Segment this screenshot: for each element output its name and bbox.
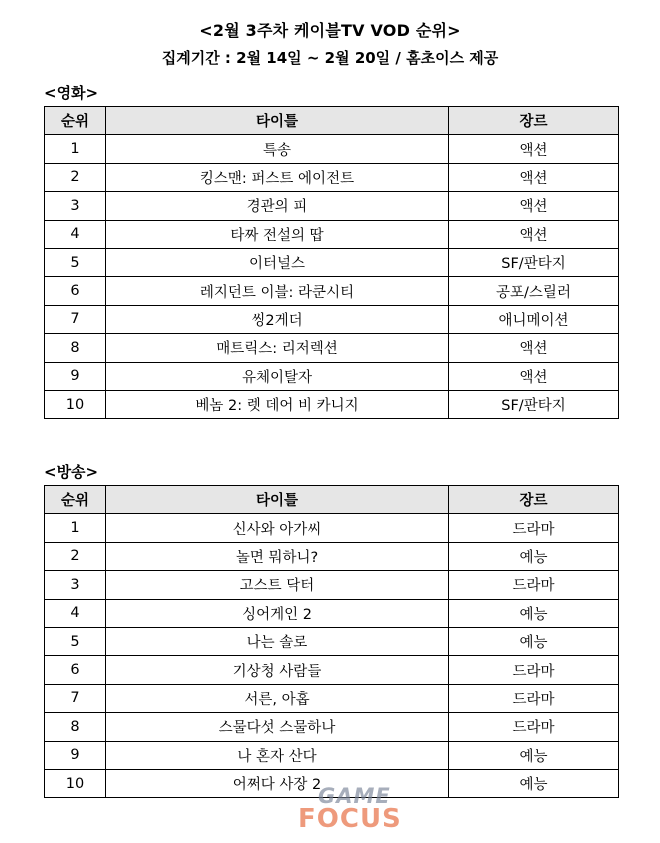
cell-rank: 7 bbox=[45, 684, 106, 712]
table-row bbox=[45, 248, 619, 276]
table-row bbox=[45, 741, 619, 769]
cell-rank: 4 bbox=[45, 220, 106, 248]
movies-rows bbox=[45, 135, 619, 419]
cell-genre: 액션 bbox=[449, 362, 619, 390]
table-row bbox=[45, 542, 619, 570]
cell-rank: 2 bbox=[45, 542, 106, 570]
cell-genre: 액션 bbox=[449, 135, 619, 163]
broadcast-rows bbox=[45, 514, 619, 798]
column-header-rank: 순위 bbox=[45, 486, 106, 514]
cell-genre: SF/판타지 bbox=[449, 390, 619, 418]
table-row bbox=[45, 684, 619, 712]
cell-title: 어쩌다 사장 2 bbox=[106, 769, 449, 797]
table-row bbox=[45, 514, 619, 542]
watermark-line2: FOCUS bbox=[298, 804, 402, 834]
movies-table bbox=[44, 106, 619, 419]
broadcast-section-label: <방송> bbox=[44, 463, 99, 481]
cell-rank: 6 bbox=[45, 277, 106, 305]
movies-section-label: <영화> bbox=[44, 84, 99, 102]
table-row bbox=[45, 627, 619, 655]
table-row bbox=[45, 599, 619, 627]
cell-genre: 예능 bbox=[449, 599, 619, 627]
cell-genre: 예능 bbox=[449, 542, 619, 570]
cell-rank: 8 bbox=[45, 334, 106, 362]
table-row bbox=[45, 163, 619, 191]
cell-title: 매트릭스: 리저렉션 bbox=[106, 334, 449, 362]
column-header-genre: 장르 bbox=[449, 107, 619, 135]
cell-rank: 10 bbox=[45, 769, 106, 797]
cell-title: 신사와 아가씨 bbox=[106, 514, 449, 542]
column-header-genre: 장르 bbox=[449, 486, 619, 514]
cell-title: 기상청 사람들 bbox=[106, 656, 449, 684]
cell-genre: 드라마 bbox=[449, 514, 619, 542]
cell-rank: 1 bbox=[45, 135, 106, 163]
page-subtitle: 집계기간 : 2월 14일 ~ 2월 20일 / 홈초이스 제공 bbox=[161, 49, 499, 67]
column-header-title: 타이틀 bbox=[106, 107, 449, 135]
cell-title: 고스트 닥터 bbox=[106, 571, 449, 599]
table-row bbox=[45, 192, 619, 220]
cell-rank: 8 bbox=[45, 713, 106, 741]
cell-title: 킹스맨: 퍼스트 에이전트 bbox=[106, 163, 449, 191]
cell-rank: 7 bbox=[45, 305, 106, 333]
column-header-rank: 순위 bbox=[45, 107, 106, 135]
page-title: <2월 3주차 케이블TV VOD 순위> bbox=[199, 21, 461, 40]
table-row bbox=[45, 390, 619, 418]
cell-genre: 액션 bbox=[449, 163, 619, 191]
cell-title: 스물다섯 스물하나 bbox=[106, 713, 449, 741]
cell-title: 나 혼자 산다 bbox=[106, 741, 449, 769]
cell-title: 유체이탈자 bbox=[106, 362, 449, 390]
cell-genre: 드라마 bbox=[449, 684, 619, 712]
broadcast-table bbox=[44, 485, 619, 798]
cell-genre: 애니메이션 bbox=[449, 305, 619, 333]
cell-title: 베놈 2: 렛 데어 비 카니지 bbox=[106, 390, 449, 418]
cell-rank: 10 bbox=[45, 390, 106, 418]
cell-rank: 2 bbox=[45, 163, 106, 191]
cell-title: 씽2게더 bbox=[106, 305, 449, 333]
table-row bbox=[45, 334, 619, 362]
cell-genre: 예능 bbox=[449, 741, 619, 769]
cell-rank: 1 bbox=[45, 514, 106, 542]
cell-title: 경관의 피 bbox=[106, 192, 449, 220]
table-row bbox=[45, 135, 619, 163]
cell-rank: 5 bbox=[45, 627, 106, 655]
cell-title: 서른, 아홉 bbox=[106, 684, 449, 712]
table-row bbox=[45, 277, 619, 305]
cell-genre: 액션 bbox=[449, 220, 619, 248]
watermark-line1: GAME bbox=[318, 784, 391, 808]
cell-genre: 드라마 bbox=[449, 713, 619, 741]
cell-genre: 예능 bbox=[449, 769, 619, 797]
cell-rank: 9 bbox=[45, 362, 106, 390]
cell-genre: 드라마 bbox=[449, 571, 619, 599]
column-header-title: 타이틀 bbox=[106, 486, 449, 514]
table-row bbox=[45, 571, 619, 599]
cell-rank: 3 bbox=[45, 192, 106, 220]
cell-genre: 액션 bbox=[449, 192, 619, 220]
cell-rank: 3 bbox=[45, 571, 106, 599]
broadcast-header-row bbox=[45, 486, 619, 514]
cell-rank: 4 bbox=[45, 599, 106, 627]
cell-rank: 9 bbox=[45, 741, 106, 769]
cell-rank: 5 bbox=[45, 248, 106, 276]
movies-header-row bbox=[45, 107, 619, 135]
table-row bbox=[45, 713, 619, 741]
cell-genre: 예능 bbox=[449, 627, 619, 655]
table-row bbox=[45, 305, 619, 333]
cell-title: 놀면 뭐하니? bbox=[106, 542, 449, 570]
cell-title: 싱어게인 2 bbox=[106, 599, 449, 627]
cell-genre: SF/판타지 bbox=[449, 248, 619, 276]
table-row bbox=[45, 656, 619, 684]
cell-title: 이터널스 bbox=[106, 248, 449, 276]
cell-title: 타짜 전설의 땁 bbox=[106, 220, 449, 248]
cell-title: 나는 솔로 bbox=[106, 627, 449, 655]
cell-title: 레지던트 이블: 라쿤시티 bbox=[106, 277, 449, 305]
cell-genre: 액션 bbox=[449, 334, 619, 362]
table-row bbox=[45, 362, 619, 390]
cell-title: 특송 bbox=[106, 135, 449, 163]
table-row bbox=[45, 769, 619, 797]
cell-genre: 드라마 bbox=[449, 656, 619, 684]
cell-rank: 6 bbox=[45, 656, 106, 684]
table-row bbox=[45, 220, 619, 248]
cell-genre: 공포/스릴러 bbox=[449, 277, 619, 305]
